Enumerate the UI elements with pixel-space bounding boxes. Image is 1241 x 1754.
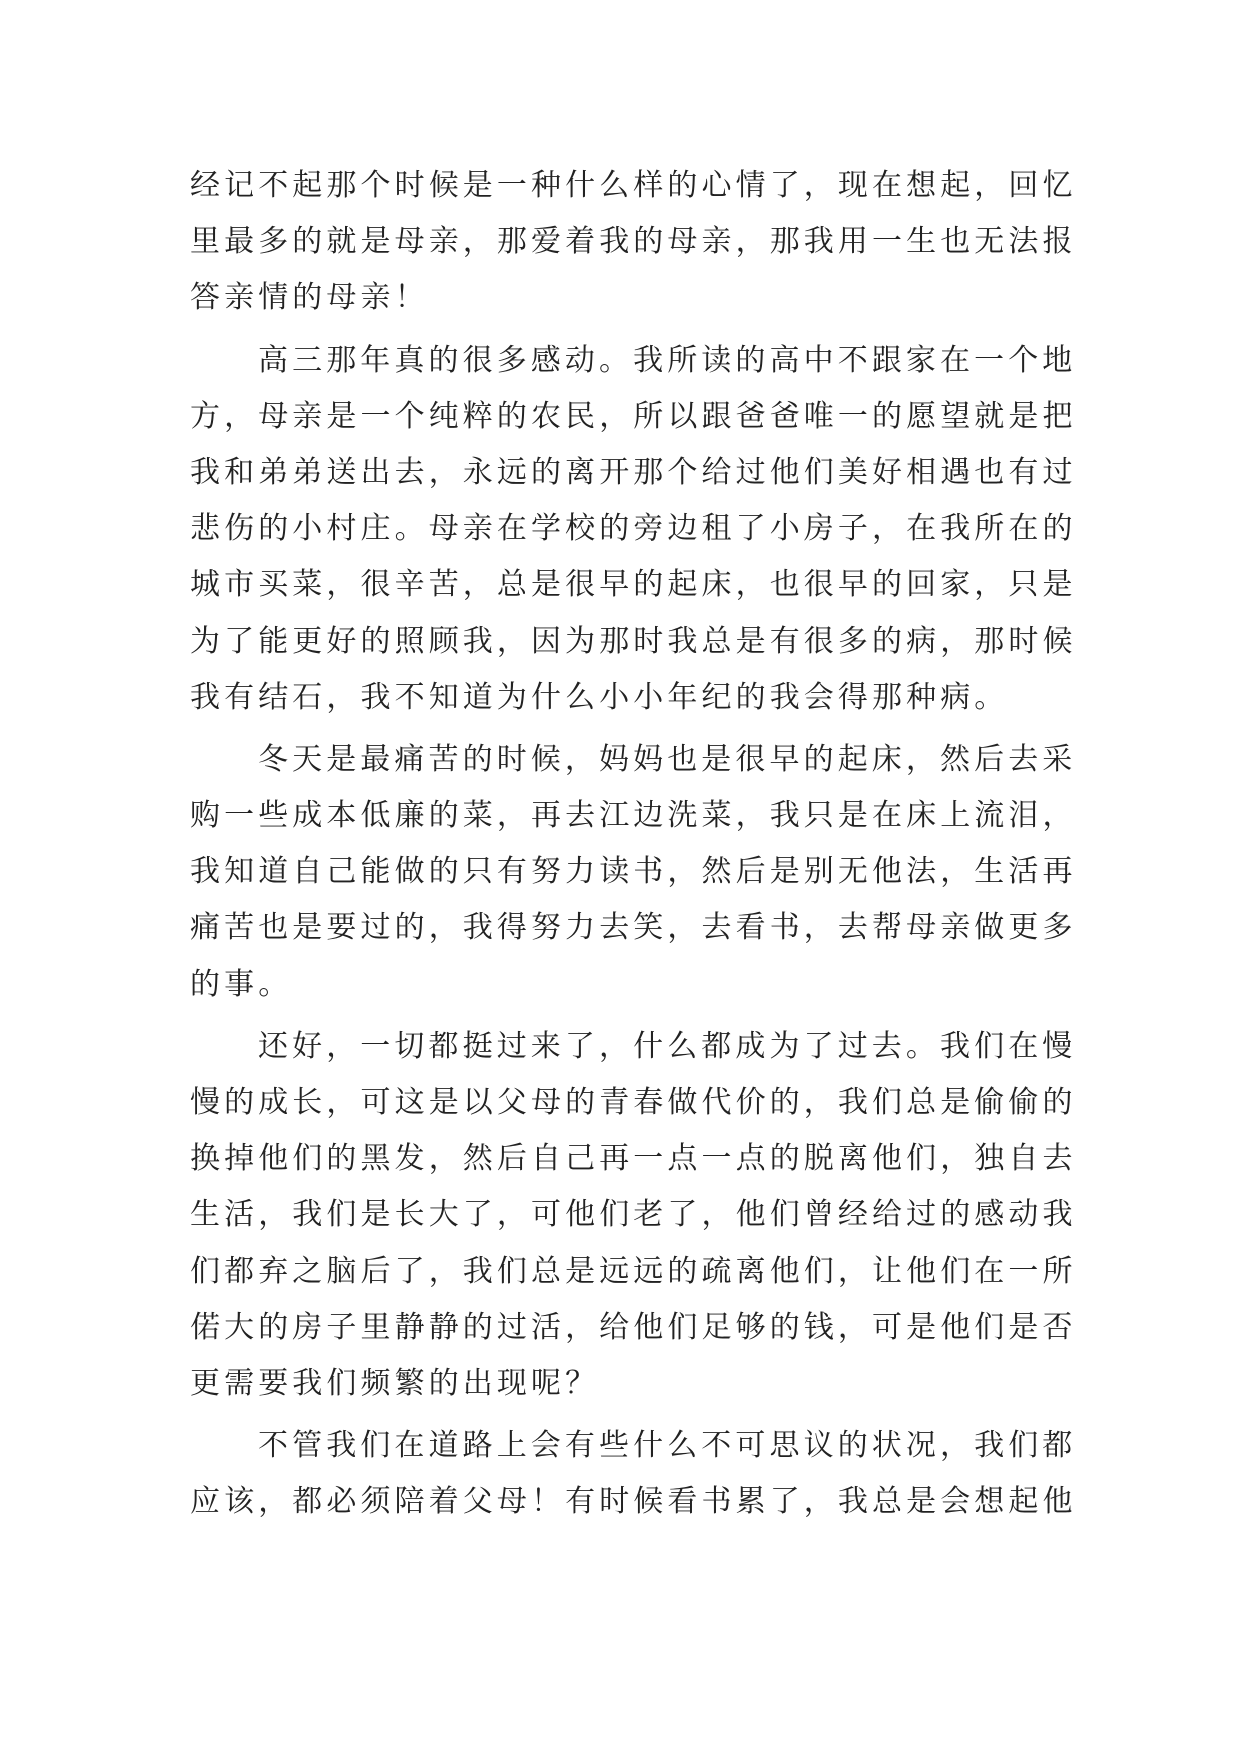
text-line: 们都弃之脑后了，我们总是远远的疏离他们，让他们在一所: [190, 1253, 1077, 1289]
paragraph-first-line: 不管我们在道路上会有些什么不可思议的状况，我们都: [258, 1428, 1077, 1464]
text-line: 应该，都必须陪着父母！有时候看书累了，我总是会想起他: [190, 1484, 1077, 1520]
text-line: 生活，我们是长大了，可他们老了，他们曾经给过的感动我: [190, 1197, 1077, 1233]
text-line: 方，母亲是一个纯粹的农民，所以跟爸爸唯一的愿望就是把: [190, 398, 1077, 434]
text-line: 为了能更好的照顾我，因为那时我总是有很多的病，那时候: [190, 623, 1077, 659]
text-line: 里最多的就是母亲，那爱着我的母亲，那我用一生也无法报: [190, 224, 1077, 260]
paragraph-first-line: 冬天是最痛苦的时候，妈妈也是很早的起床，然后去采: [258, 741, 1077, 777]
text-line: 慢的成长，可这是以父母的青春做代价的，我们总是偷偷的: [190, 1085, 1077, 1120]
text-line: 经记不起那个时候是一种什么样的心情了，现在想起，回忆: [190, 168, 1077, 203]
text-line: 悲伤的小村庄。母亲在学校的旁边租了小房子，在我所在的: [190, 511, 1077, 547]
text-line: 购一些成本低廉的菜，再去江边洗菜，我只是在床上流泪，: [190, 798, 1077, 834]
text-line: 我和弟弟送出去，永远的离开那个给过他们美好相遇也有过: [190, 454, 1077, 490]
body-text: [190, 158, 1077, 1531]
text-line: 更需要我们频繁的出现呢？: [190, 1365, 600, 1401]
paragraph-first-line: 还好，一切都挺过来了，什么都成为了过去。我们在慢: [258, 1028, 1077, 1064]
text-line: 我有结石，我不知道为什么小小年纪的我会得那种病。: [190, 679, 1009, 715]
text-line: 的事。: [190, 966, 293, 1002]
text-line: 我知道自己能做的只有努力读书，然后是别无他法，生活再: [190, 854, 1077, 890]
text-line: 答亲情的母亲！: [190, 280, 429, 316]
text-line: 痛苦也是要过的，我得努力去笑，去看书，去帮母亲做更多: [190, 910, 1077, 946]
text-line: 城市买菜，很辛苦，总是很早的起床，也很早的回家，只是: [190, 567, 1077, 603]
paragraph-first-line: 高三那年真的很多感动。我所读的高中不跟家在一个地: [258, 342, 1077, 378]
text-line: 换掉他们的黑发，然后自己再一点一点的脱离他们，独自去: [190, 1141, 1077, 1177]
text-line: 偌大的房子里静静的过活，给他们足够的钱，可是他们是否: [190, 1309, 1077, 1345]
